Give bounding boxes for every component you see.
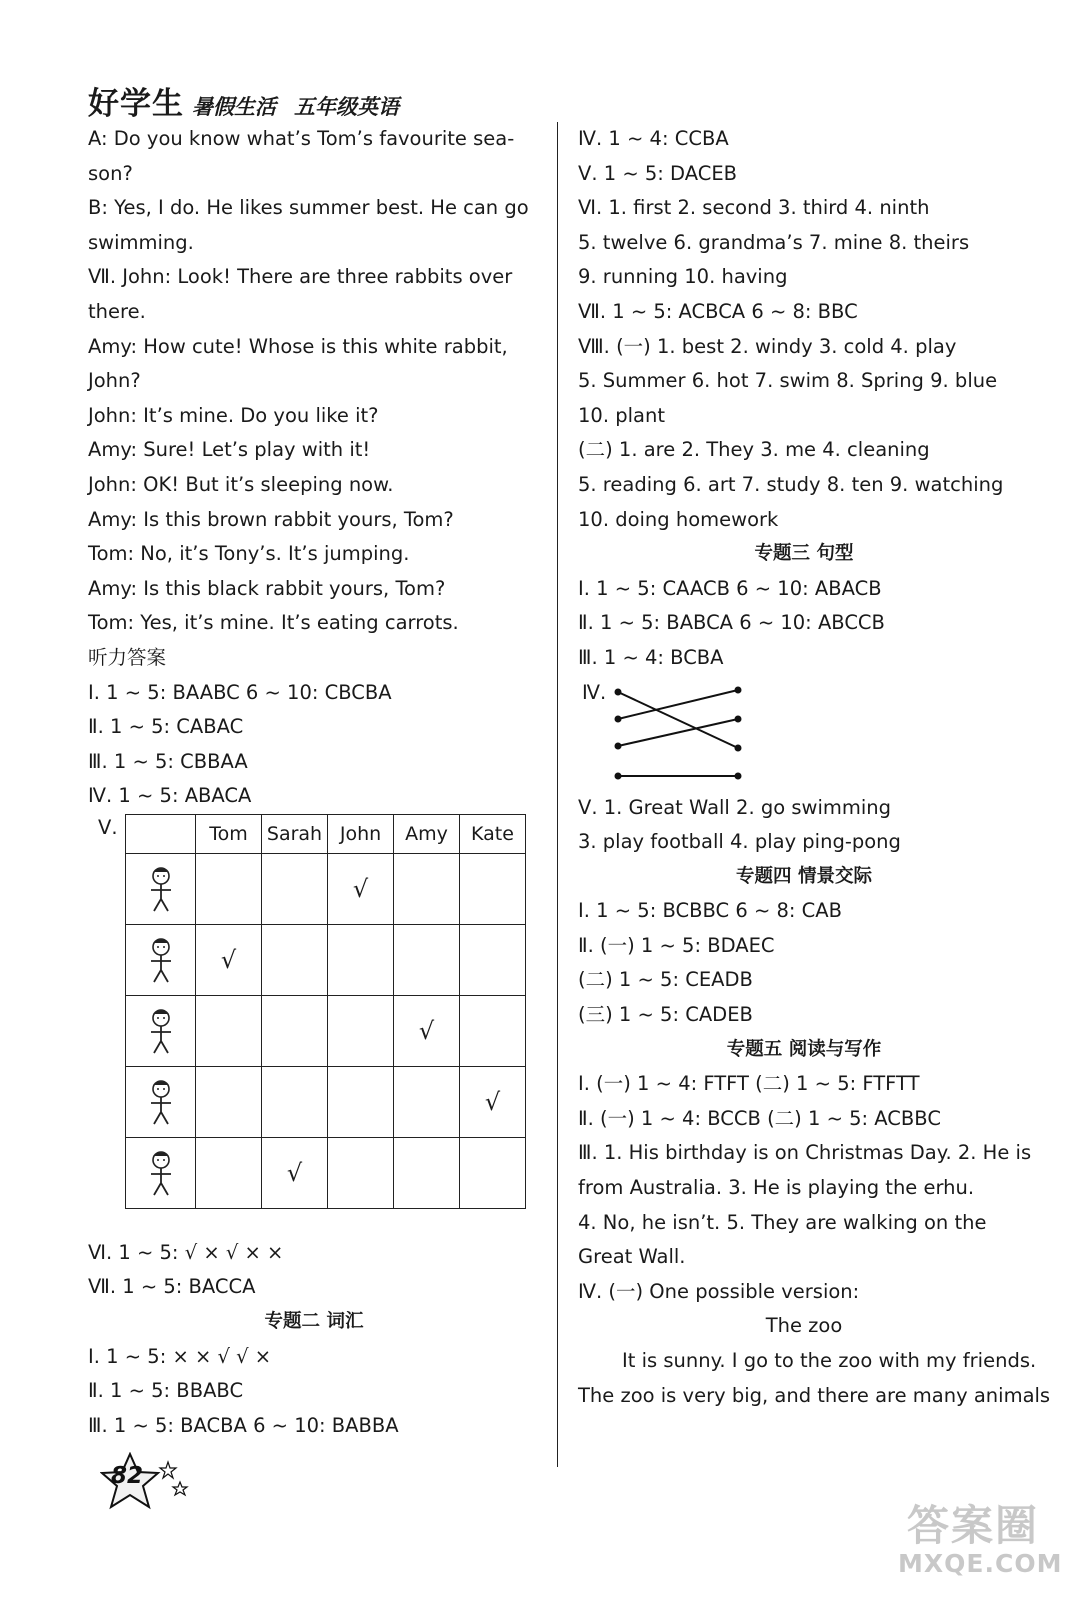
grid-row	[126, 1066, 526, 1137]
answer-line: 5. reading 6. art 7. study 8. ten 9. watching	[578, 472, 1004, 496]
answer-line: Ⅶ. 1 ~ 5: ACBCA 6 ~ 8: BBC	[578, 299, 858, 323]
topic-heading: 专题三 句型	[754, 543, 854, 565]
essay-title: The zoo	[765, 1314, 843, 1338]
check-mark: √	[352, 874, 369, 903]
grid-cell	[328, 853, 394, 924]
answer-line: Ⅱ. (一) 1 ~ 4: BCCB (二) 1 ~ 5: ACBBC	[578, 1106, 941, 1130]
answer-line: Ⅳ. 1 ~ 5: ABACA	[88, 784, 252, 808]
grid-cell	[394, 1066, 460, 1137]
grid-cell	[196, 1066, 262, 1137]
grid-cell	[394, 995, 460, 1066]
match-line	[618, 719, 738, 746]
grid-header: Sarah	[262, 814, 328, 853]
answer-line: 10. doing homework	[578, 507, 779, 531]
answer-grid-section	[88, 814, 540, 1236]
text-line: there.	[88, 299, 146, 323]
text-line: Amy: Is this black rabbit yours, Tom?	[88, 576, 446, 600]
brand-title: 好学生	[88, 86, 184, 122]
column-divider	[557, 122, 558, 1467]
text-line: Tom: No, it’s Tony’s. It’s jumping.	[88, 542, 410, 566]
essay-line: The zoo is very big, and there are many animals	[578, 1383, 1051, 1407]
text-line: son?	[88, 161, 133, 185]
grid-cell	[262, 853, 328, 924]
grid-cell	[460, 1066, 526, 1137]
answer-line: Ⅰ. 1 ~ 5: BAABC 6 ~ 10: CBCBA	[88, 680, 392, 704]
brand-subtitle: 暑假生活	[192, 94, 276, 119]
answer-line: Ⅵ. 1. first 2. second 3. third 4. ninth	[578, 196, 930, 220]
topic-heading: 专题二 词汇	[264, 1311, 364, 1333]
answer-line: Ⅰ. 1 ~ 5: × × √ √ ×	[88, 1344, 272, 1368]
answer-line: Ⅴ. 1 ~ 5: DACEB	[578, 161, 738, 185]
matching-answer	[578, 676, 1030, 791]
answer-line: Ⅰ. 1 ~ 5: BCBBC 6 ~ 8: CAB	[578, 899, 842, 923]
check-mark: √	[484, 1087, 501, 1116]
grid-cell	[328, 1137, 394, 1208]
answer-line: 4. No, he isn’t. 5. They are walking on the	[578, 1210, 987, 1234]
child-picture	[126, 924, 196, 995]
child-picture	[126, 1066, 196, 1137]
check-mark: √	[220, 945, 237, 974]
grid-cell	[262, 1137, 328, 1208]
answer-line: (二) 1. are 2. They 3. me 4. cleaning	[578, 438, 930, 462]
grid-cell	[394, 924, 460, 995]
grid-header: Amy	[394, 814, 460, 853]
text-line: B: Yes, I do. He likes summer best. He can go	[88, 196, 529, 220]
answer-line: Ⅴ. 1. Great Wall 2. go swimming	[578, 795, 892, 819]
answer-line: (三) 1 ~ 5: CADEB	[578, 1003, 753, 1027]
answer-line: Ⅱ. 1 ~ 5: BABCA 6 ~ 10: ABCCB	[578, 611, 885, 635]
watermark-top: 答案圈	[906, 1501, 1039, 1550]
grid-row	[126, 995, 526, 1066]
grid-corner	[126, 814, 196, 853]
answer-line: Ⅲ. 1 ~ 5: CBBAA	[88, 749, 248, 773]
text-line: swimming.	[88, 230, 194, 254]
text-line: John?	[88, 369, 141, 393]
match-label: Ⅳ.	[582, 680, 607, 704]
grid-cell	[328, 1066, 394, 1137]
match-line	[618, 690, 738, 719]
answer-line: 5. Summer 6. hot 7. swim 8. Spring 9. blue	[578, 369, 998, 393]
text-line: John: It’s mine. Do you like it?	[88, 403, 379, 427]
match-line	[618, 692, 738, 748]
grid-cell	[196, 853, 262, 924]
text-line: Amy: Is this brown rabbit yours, Tom?	[88, 507, 454, 531]
grade-label: 五年级英语	[294, 94, 399, 119]
child-picture	[126, 1137, 196, 1208]
watermark	[898, 1501, 1063, 1578]
grid-row	[126, 1137, 526, 1208]
child-picture	[126, 853, 196, 924]
grid-cell	[196, 995, 262, 1066]
answer-line: Ⅳ. 1 ~ 4: CCBA	[578, 127, 729, 150]
answer-line: Ⅷ. (一) 1. best 2. windy 3. cold 4. play	[578, 334, 957, 358]
grid-cell	[460, 853, 526, 924]
grid-cell	[262, 995, 328, 1066]
page-header	[88, 78, 399, 122]
grid-cell	[196, 924, 262, 995]
left-column	[88, 122, 540, 1443]
grid-cell	[262, 924, 328, 995]
answer-line: 10. plant	[578, 403, 665, 427]
text-line: Ⅶ. John: Look! There are three rabbits over	[88, 265, 513, 289]
answer-line: 5. twelve 6. grandma’s 7. mine 8. theirs	[578, 230, 970, 254]
answer-line: 9. running 10. having	[578, 265, 788, 289]
grid-row	[126, 853, 526, 924]
grid-cell	[460, 1137, 526, 1208]
answer-line: Ⅲ. 1 ~ 5: BACBA 6 ~ 10: BABBA	[88, 1413, 399, 1437]
grid-cell	[328, 995, 394, 1066]
answer-line: 3. play football 4. play ping-pong	[578, 830, 901, 854]
answer-line: Ⅰ. 1 ~ 5: CAACB 6 ~ 10: ABACB	[578, 576, 882, 600]
text-line: Tom: Yes, it’s mine. It’s eating carrots.	[88, 611, 459, 635]
check-mark: √	[418, 1016, 435, 1045]
grid-cell	[394, 1137, 460, 1208]
grid-cell	[328, 924, 394, 995]
answer-grid	[125, 814, 526, 1209]
answer-line: Great Wall.	[578, 1245, 686, 1269]
watermark-bottom: MXQE.COM	[898, 1549, 1063, 1578]
section-heading: 听力答案	[88, 645, 167, 669]
answer-line: Ⅱ. (一) 1 ~ 5: BDAEC	[578, 933, 775, 957]
grid-cell	[196, 1137, 262, 1208]
answer-line: Ⅱ. 1 ~ 5: BBABC	[88, 1379, 244, 1403]
grid-cell	[460, 995, 526, 1066]
check-mark: √	[286, 1158, 303, 1187]
answer-line: Ⅳ. (一) One possible version:	[578, 1279, 860, 1303]
answer-line: (二) 1 ~ 5: CEADB	[578, 968, 753, 992]
text-line: John: OK! But it’s sleeping now.	[88, 472, 394, 496]
answer-line: Ⅱ. 1 ~ 5: CABAC	[88, 715, 244, 739]
text-line: Amy: Sure! Let’s play with it!	[88, 438, 371, 462]
answer-line: Ⅵ. 1 ~ 5: √ × √ × ×	[88, 1240, 284, 1264]
page-number: 82	[110, 1463, 143, 1489]
text-line: A: Do you know what’s Tom’s favourite sea-	[88, 127, 515, 150]
right-column	[578, 122, 1051, 1413]
text-line: Amy: How cute! Whose is this white rabbit,	[88, 334, 508, 358]
grid-cell	[394, 853, 460, 924]
answer-line: from Australia. 3. He is playing the erhu.	[578, 1176, 975, 1200]
answer-line: Ⅰ. (一) 1 ~ 4: FTFT (二) 1 ~ 5: FTFTT	[578, 1072, 920, 1096]
essay-line: It is sunny. I go to the zoo with my friends.	[622, 1349, 1037, 1372]
topic-heading: 专题四 情景交际	[736, 865, 872, 887]
grid-header: Kate	[460, 814, 526, 853]
matching-lines	[606, 676, 756, 788]
grid-cell	[460, 924, 526, 995]
answer-line: Ⅲ. 1. His birthday is on Christmas Day. 2. He is	[578, 1141, 1032, 1165]
grid-label: Ⅴ.	[98, 815, 118, 839]
answer-line: Ⅶ. 1 ~ 5: BACCA	[88, 1275, 256, 1299]
grid-header: John	[328, 814, 394, 853]
child-picture	[126, 995, 196, 1066]
grid-header: Tom	[196, 814, 262, 853]
topic-heading: 专题五 阅读与写作	[726, 1038, 882, 1060]
answer-line: Ⅲ. 1 ~ 4: BCBA	[578, 645, 724, 669]
grid-cell	[262, 1066, 328, 1137]
grid-row	[126, 924, 526, 995]
